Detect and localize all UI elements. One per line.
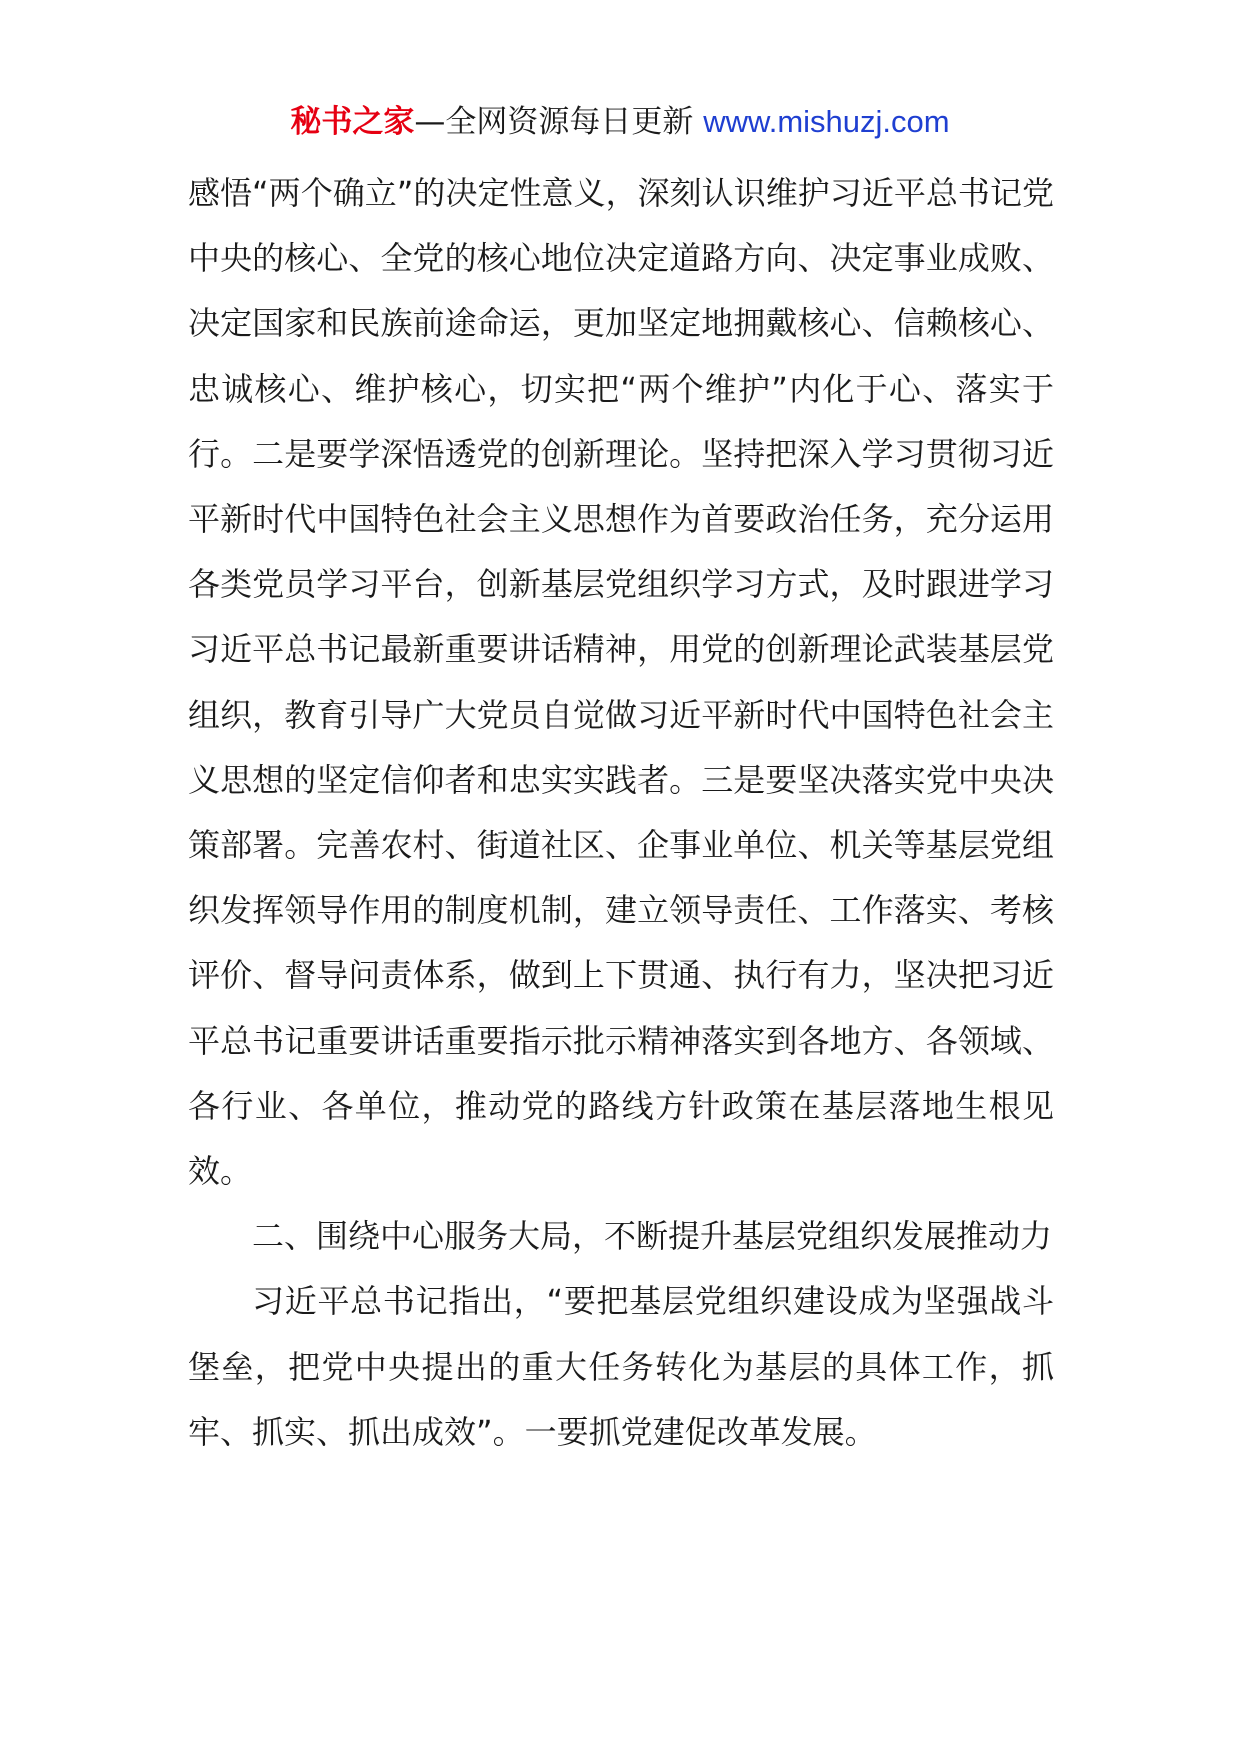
document-body	[188, 161, 1054, 1465]
site-tagline: —全网资源每日更新	[414, 104, 704, 140]
body-paragraph: 感悟“两个确立”的决定性意义，深刻认识维护习近平总书记党中央的核心、全党的核心地位决定道路方向、决定事业成败、决定国家和民族前途命运，更加坚定地拥戴核心、信赖核心、忠诚核心、维护核心，切实把“两个维护”内化于心、落实于行。二是要学深悟透党的创新理论。坚持把深入学习贯彻习近平新时代中国特色社会主义思想作为首要政治任务，充分运用各类党员学习平台，创新基层党组织学习方式，及时跟进学习习近平总书记最新重要讲话精神，用党的创新理论武装基层党组织，教育引导广大党员自觉做习近平新时代中国特色社会主义思想的坚定信仰者和忠实实践者。三是要坚决落实党中央决策部署。完善农村、街道社区、企事业单位、机关等基层党组织发挥领导作用的制度机制，建立领导责任、工作落实、考核评价、督导问责体系，做到上下贯通、执行有力，坚决把习近平总书记重要讲话重要指示批示精神落实到各地方、各领域、各行业、各单位，推动党的路线方针政策在基层落地生根见效。	[188, 174, 1054, 1191]
site-brand: 秘书之家	[290, 104, 415, 140]
page-header	[0, 100, 1240, 144]
section-heading: 二、围绕中心服务大局，不断提升基层党组织发展推动力	[252, 1217, 1053, 1256]
body-paragraph: 习近平总书记指出，“要把基层党组织建设成为坚强战斗堡垒，把党中央提出的重大任务转化为基层的具体工作，抓牢、抓实、抓出成效”。一要抓党建促改革发展。	[188, 1282, 1054, 1451]
site-url[interactable]: www.mishuzj.com	[703, 104, 950, 139]
